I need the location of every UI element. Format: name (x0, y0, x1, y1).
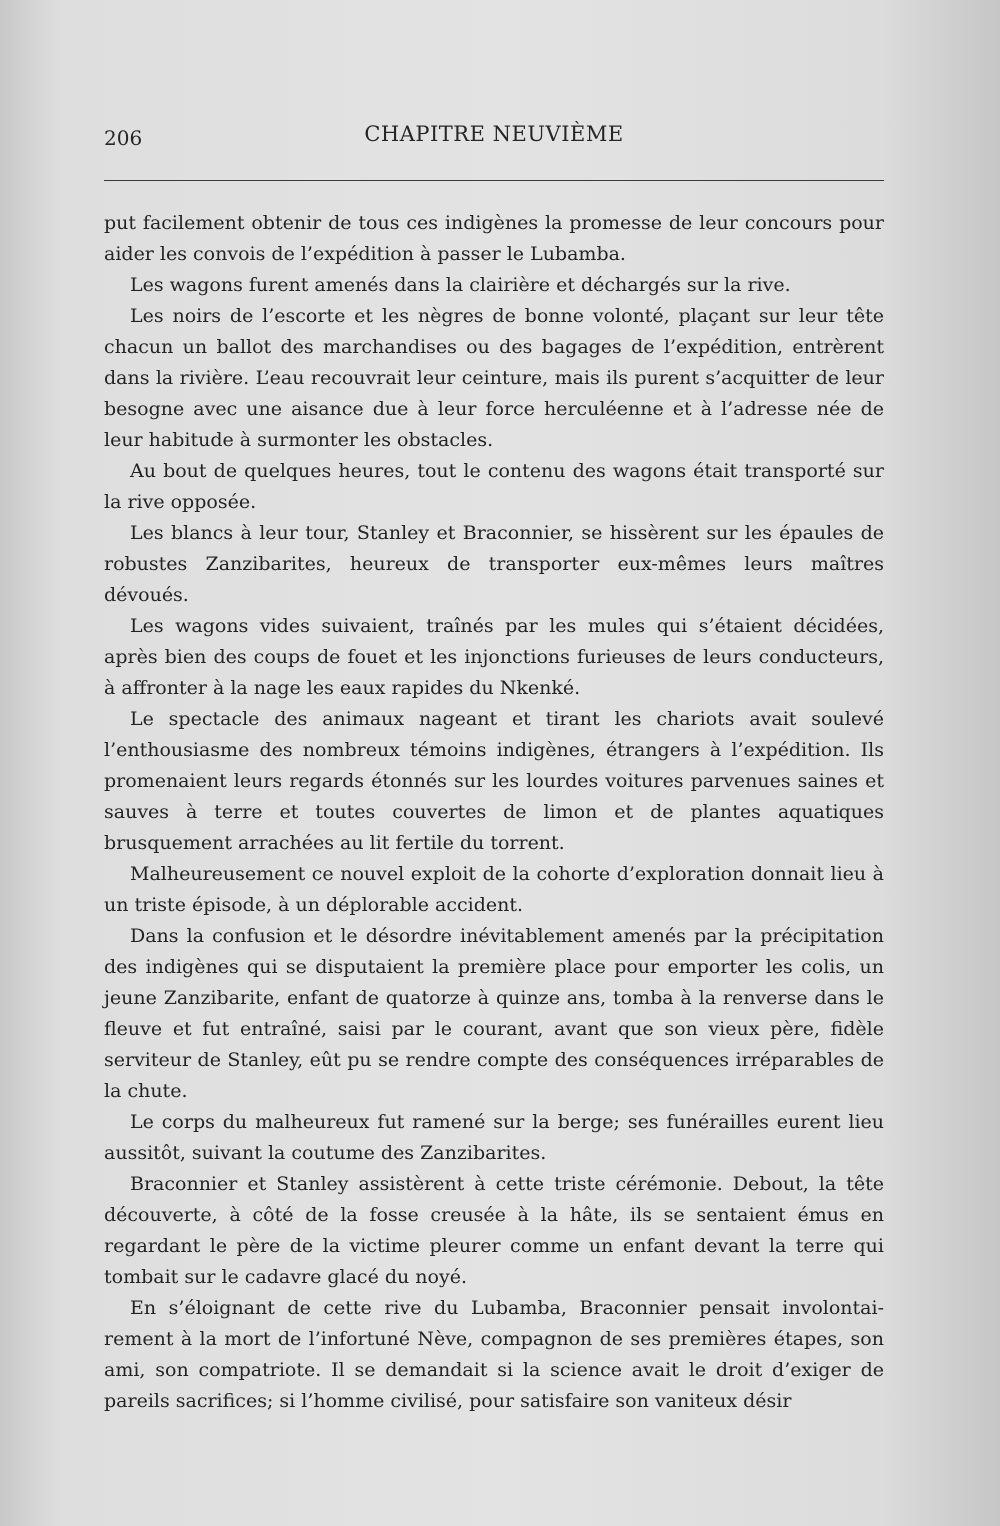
chapter-heading: CHAPITRE NEUVIÈME (364, 122, 624, 146)
page-header (104, 118, 884, 158)
body-text (104, 208, 884, 1417)
paragraph: Les wagons vides suivaient, traînés par les mules qui s’étaient décidées, après bien des coups de fouet et les injonctions furieuses de leurs conducteurs, à affronter à la nage les eaux rapides du Nkenké. (104, 615, 884, 699)
paragraph: En s’éloignant de cette rive du Lubamba, Braconnier pensait involontairement à la mort de l’infortuné Nève, compagnon de ses premières étapes, son ami, son compatriote. Il se demandait si la science avait le droit d’exiger de pareils sacrifices; si l’homme civilisé, pour satisfaire son vaniteux désir (104, 1297, 884, 1412)
paragraph: Le spectacle des animaux nageant et tirant les chariots avait soulevé l’enthousiasme des nombreux témoins indigènes, étrangers à l’expédition. Ils promenaient leurs regards étonnés sur les lourdes voitures parvenues saines et sauves à terre et toutes couvertes de limon et de plantes aquatiques brusquement arrachées au lit fertile du torrent. (104, 708, 884, 854)
paragraph: Les blancs à leur tour, Stanley et Braconnier, se hissèrent sur les épaules de robustes Zanzibarites, heureux de transporter eux-mêmes leurs maîtres dévoués. (104, 522, 884, 606)
paragraph: Les noirs de l’escorte et les nègres de bonne volonté, plaçant sur leur tête chacun un ballot des marchandises ou des bagages de l’expédition, entrèrent dans la rivière. L’eau recouvrait leur ceinture, mais ils purent s’acquitter de leur besogne avec une aisance due à leur force herculéenne et à l’adresse née de leur habitude à surmonter les obstacles. (104, 305, 884, 451)
paragraph: put facilement obtenir de tous ces indigènes la promesse de leur concours pour aider les convois de l’expédition à passer le Lubamba. (104, 212, 884, 265)
header-rule (104, 180, 884, 181)
paragraph: Dans la confusion et le désordre inévitablement amenés par la précipitation des indigènes qui se disputaient la première place pour emporter les colis, un jeune Zanzibarite, enfant de quatorze à quinze ans, tomba à la renverse dans le fleuve et fut entraîné, saisi par le courant, avant que son vieux père, fidèle serviteur de Stanley, eût pu se rendre compte des conséquences irréparables de la chute. (104, 925, 884, 1102)
paragraph: Malheureusement ce nouvel exploit de la cohorte d’exploration donnait lieu à un triste épisode, à un déplorable accident. (104, 863, 884, 916)
paragraph: Au bout de quelques heures, tout le contenu des wagons était transporté sur la rive opposée. (104, 460, 884, 513)
paragraph: Les wagons furent amenés dans la clairière et déchargés sur la rive. (130, 274, 791, 296)
paragraph: Braconnier et Stanley assistèrent à cette triste cérémonie. Debout, la tête découverte, à côté de la fosse creusée à la hâte, ils se sentaient émus en regardant le père de la victime pleurer comme un enfant devant la terre qui tombait sur le cadavre glacé du noyé. (104, 1173, 884, 1288)
paragraph: Le corps du malheureux fut ramené sur la berge; ses funérailles eurent lieu aussitôt, suivant la coutume des Zanzibarites. (104, 1111, 884, 1164)
page-number: 206 (104, 126, 143, 150)
